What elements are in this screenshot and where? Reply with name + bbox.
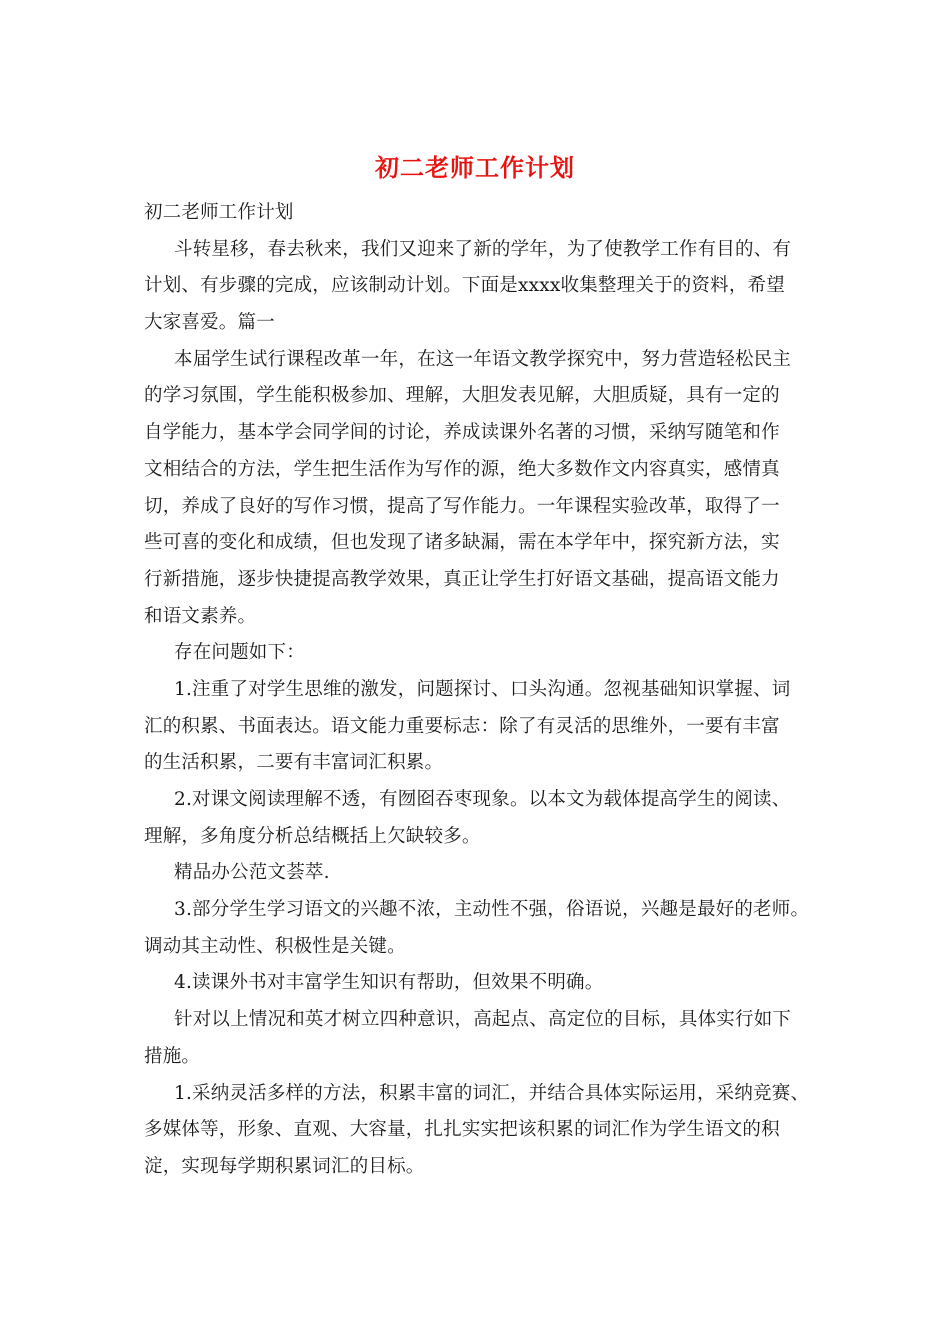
document-title: 初二老师工作计划 bbox=[375, 153, 575, 182]
text-line: 和语文素养。 bbox=[144, 605, 257, 627]
text-line: 调动其主动性、积极性是关键。 bbox=[144, 935, 406, 957]
text-line: 行新措施，逐步快捷提高教学效果，真正让学生打好语文基础，提高语文能力 bbox=[144, 568, 780, 590]
text-line: 淀，实现每学期积累词汇的目标。 bbox=[144, 1155, 425, 1177]
text-line: 的学习氛围，学生能积极参加、理解，大胆发表见解，大胆质疑，具有一定的 bbox=[144, 385, 780, 407]
text-line: 理解，多角度分析总结概括上欠缺较多。 bbox=[144, 825, 481, 847]
text-line: 2.对课文阅读理解不透，有囫囵吞枣现象。以本文为载体提高学生的阅读、 bbox=[174, 789, 791, 810]
text-line: 初二老师工作计划 bbox=[144, 202, 294, 223]
text-line: 些可喜的变化和成绩，但也发现了诸多缺漏，需在本学年中，探究新方法，实 bbox=[144, 532, 780, 554]
text-line: 多媒体等，形象、直观、大容量，扎扎实实把该积累的词汇作为学生语文的积 bbox=[144, 1119, 780, 1141]
text-line: 精品办公范文荟萃. bbox=[174, 862, 330, 884]
text-line: 3.部分学生学习语文的兴趣不浓，主动性不强，俗语说，兴趣是最好的老师。 bbox=[174, 899, 810, 921]
text-line: 汇的积累、书面表达。语文能力重要标志：除了有灵活的思维外，一要有丰富 bbox=[144, 715, 780, 737]
text-line: 1.注重了对学生思维的激发，问题探讨、口头沟通。忽视基础知识掌握、词 bbox=[174, 678, 791, 700]
text-line: 自学能力，基本学会同学间的讨论，养成读课外名著的习惯，采纳写随笔和作 bbox=[144, 422, 780, 444]
text-line: 计划、有步骤的完成，应该制动计划。下面是xxxx收集整理关于的资料，希望 bbox=[144, 275, 785, 297]
text-line: 切，养成了良好的写作习惯，提高了写作能力。一年课程实验改革，取得了一 bbox=[144, 495, 780, 517]
text-line: 文相结合的方法，学生把生活作为写作的源，绝大多数作文内容真实，感情真 bbox=[144, 458, 780, 480]
text-line: 斗转星移，春去秋来，我们又迎来了新的学年，为了使教学工作有目的、有 bbox=[174, 238, 792, 260]
text-line: 1.采纳灵活多样的方法，积累丰富的词汇，并结合具体实际运用，采纳竞赛、 bbox=[174, 1082, 810, 1104]
text-line: 措施。 bbox=[144, 1045, 201, 1067]
document-body bbox=[144, 195, 824, 1186]
text-line: 大家喜爱。篇一 bbox=[144, 312, 275, 334]
text-line: 针对以上情况和英才树立四种意识，高起点、高定位的目标，具体实行如下 bbox=[174, 1009, 792, 1031]
text-line: 4.读课外书对丰富学生知识有帮助，但效果不明确。 bbox=[174, 972, 604, 994]
text-line: 存在问题如下： bbox=[174, 642, 305, 664]
text-line: 本届学生试行课程改革一年，在这一年语文教学探究中，努力营造轻松民主 bbox=[174, 348, 792, 370]
text-line: 的生活积累，二要有丰富词汇积累。 bbox=[144, 752, 444, 774]
